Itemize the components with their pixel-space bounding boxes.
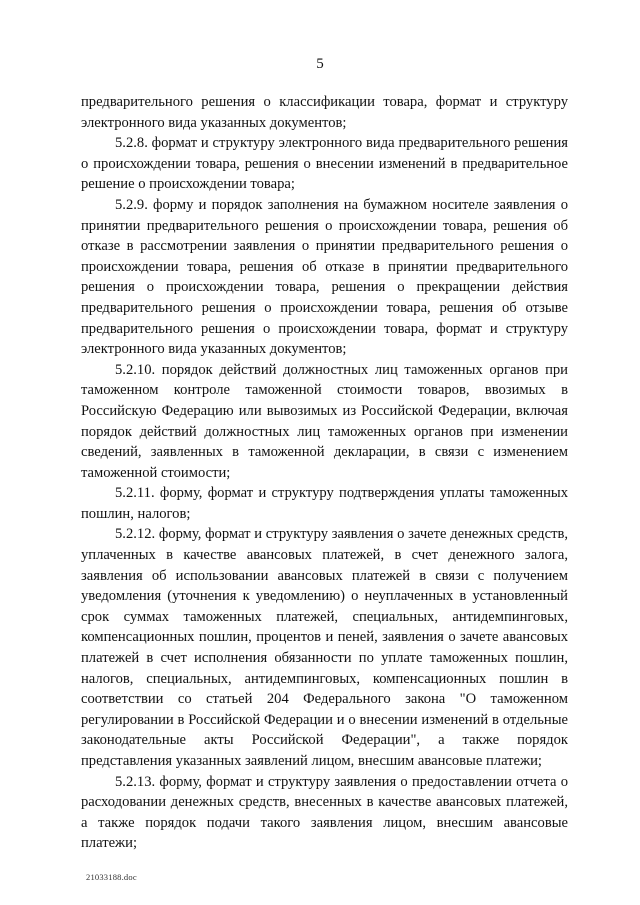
paragraph-5-2-11: 5.2.11. форму, формат и структуру подтверждения уплаты таможенных пошлин, налогов; (81, 485, 568, 522)
document-body (81, 92, 568, 854)
document-file-code: 21033188.doc (86, 872, 137, 882)
paragraph-5-2-9: 5.2.9. форму и порядок заполнения на бумажном носителе заявления о принятии предварительного решения о происхождении товара, решения об отказе в рассмотрении заявления о принятии предварительного решения о происхождении товара, решения об отказе в принятии предварительного решения о происхождении товара, решения о прекращении действия предварительного решения о происхождении товара, решения об отзыве предварительного решения о происхождении товара, формат и структуру электронного вида указанных документов; (81, 196, 568, 358)
page-number: 5 (316, 56, 324, 72)
paragraph-5-2-13: 5.2.13. форму, формат и структуру заявления о предоставлении отчета о расходовании денежных средств, внесенных в качестве авансовых платежей, а также порядок подачи такого заявления лицом, внесшим авансовые платежи; (81, 773, 568, 852)
paragraph-5-2-8: 5.2.8. формат и структуру электронного вида предварительного решения о происхождении товара, решения о внесении изменений в предварительное решение о происхождении товара; (81, 135, 568, 193)
paragraph-5-2-10: 5.2.10. порядок действий должностных лиц таможенных органов при таможенном контроле таможенной стоимости товаров, ввозимых в Российскую Федерацию или вывозимых из Российской Федерации, включая порядок действий должностных лиц таможенных органов при изменении сведений, заявленных в таможенной декларации, в связи с изменением таможенной стоимости; (81, 361, 568, 481)
paragraph-5-2-12: 5.2.12. форму, формат и структуру заявления о зачете денежных средств, уплаченных в качестве авансовых платежей, в счет денежного залога, заявления об использовании авансовых платежей в связи с получением уведомления (уточнения к уведомлению) о неуплаченных в установленный срок суммах таможенных платежей, специальных, антидемпинговых, компенсационных пошлин, процентов и пеней, заявления о зачете авансовых платежей в счет исполнения обязанности по уплате таможенных пошлин, налогов, специальных, антидемпинговых, компенсационных пошлин в соответствии со статьей 204 Федерального закона "О таможенном регулировании в Российской Федерации и о внесении изменений в отдельные законодательные акты Российской Федерации", а также порядок представления указанных заявлений лицом, внесшим авансовые платежи; (81, 526, 568, 769)
paragraph-continuation: предварительного решения о классификации товара, формат и структуру электронного вида указанных документов; (81, 94, 568, 131)
